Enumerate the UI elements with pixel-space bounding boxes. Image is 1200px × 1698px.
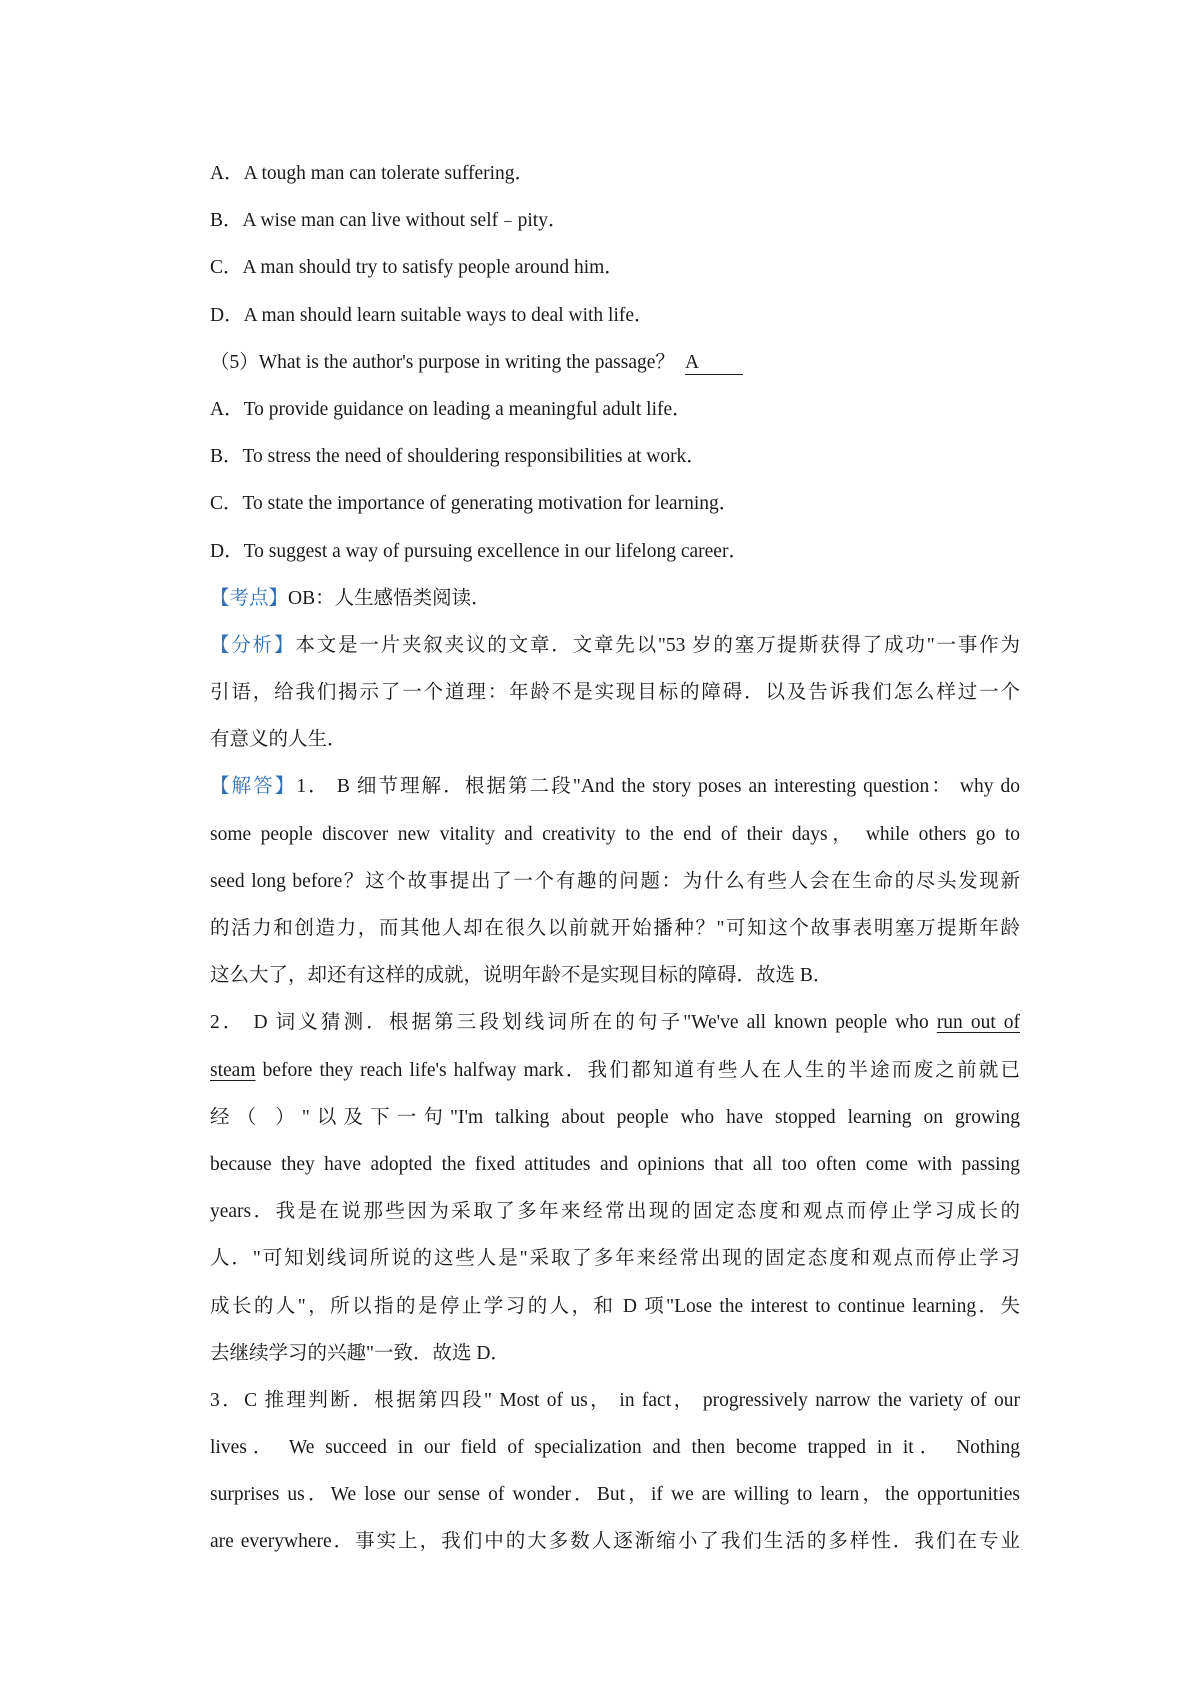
jieda-part1-line-3: seed long before？这个故事提出了一个有趣的问题：为什么有些人会在生命的尽头发现新	[210, 870, 1020, 892]
q5-option-a: A．To provide guidance on leading a meaningful adult life．	[210, 398, 692, 420]
jieda-part3-line-4: are everywhere．事实上，我们中的大多数人逐渐缩小了我们生活的多样性．我们在专业	[210, 1531, 1020, 1553]
q5-question: （5）What is the author's purpose in writing the passage？	[210, 351, 675, 373]
q5-option-d: D．To suggest a way of pursuing excellence in our lifelong career．	[210, 540, 748, 562]
fenxi-line-2: 引语，给我们揭示了一个道理：年龄不是实现目标的障碍．以及告诉我们怎么样过一个	[210, 682, 1020, 704]
jieda-part2-line-2	[210, 1047, 1020, 1094]
fenxi-tag: 【分析】	[210, 634, 296, 656]
kaodian-text: OB：人生感悟类阅读．	[288, 587, 491, 609]
fenxi-text-1: 本文是一片夹叙夹议的文章．文章先以"53 岁的塞万提斯获得了成功"一事作为	[295, 634, 1020, 656]
q5-answer-blank: A	[685, 352, 743, 375]
q4-option-a: A．A tough man can tolerate suffering．	[210, 163, 535, 184]
q4-option-c: C．A man should try to satisfy people around him．	[210, 257, 624, 279]
document-page	[210, 150, 1020, 1566]
q4-option-b: B．A wise man can live without self﹣pity．	[210, 210, 568, 232]
jieda-part3-line-1: 3．C 推理判断．根据第四段" Most of us， in fact， progressively narrow the variety of our	[210, 1389, 1020, 1411]
jieda-line-1	[210, 763, 1020, 810]
q5-question-line	[210, 339, 1020, 386]
jieda-part1-text-1: 1． B 细节理解．根据第二段"And the story poses an interesting question： why do	[296, 776, 1020, 798]
jieda-part3-line-3: surprises us．We lose our sense of wonder．But，if we are willing to learn，the opportunities	[210, 1484, 1020, 1506]
fenxi-line-1	[210, 622, 1020, 669]
fenxi-line-3: 有意义的人生．	[210, 729, 347, 751]
jieda-part2-text-2: before they reach life's halfway mark．我们都知道有些人在人生的半途而废之前就已	[255, 1059, 1020, 1081]
q5-option-b: B．To stress the need of shouldering responsibilities at work．	[210, 446, 706, 468]
q5-option-c: C．To state the importance of generating motivation for learning．	[210, 493, 739, 515]
jieda-tag: 【解答】	[210, 776, 297, 798]
jieda-part2-line-4: because they have adopted the fixed attitudes and opinions that all too often come with passing	[210, 1153, 1020, 1175]
jieda-part2-line-8: 去继续学习的兴趣"一致．故选 D．	[210, 1342, 510, 1364]
kaodian-tag: 【考点】	[210, 587, 289, 609]
jieda-part2-text-1: 2． D 词义猜测．根据第三段划线词所在的句子"We've all known people who	[210, 1012, 937, 1034]
jieda-part3-line-2: lives． We succeed in our field of specialization and then become trapped in it． Nothing	[210, 1437, 1020, 1459]
jieda-part1-line-4: 的活力和创造力，而其他人却在很久以前就开始播种？"可知这个故事表明塞万提斯年龄	[210, 918, 1020, 939]
jieda-part2-line-7: 成长的人"，所以指的是停止学习的人，和 D 项"Lose the interest to continue learning．失	[210, 1295, 1020, 1317]
jieda-part2-line-3: 经（ ）"以及下一句"I'm talking about people who have stopped learning on growing	[210, 1106, 1020, 1128]
jieda-part2-line-5: years．我是在说那些因为采取了多年来经常出现的固定态度和观点而停止学习成长的	[210, 1201, 1020, 1223]
underlined-phrase-part2: steam	[210, 1059, 256, 1081]
underlined-phrase-part1: run out of	[936, 1012, 1020, 1034]
jieda-part2-line-1	[210, 999, 1020, 1046]
jieda-part1-line-5: 这么大了，却还有这样的成就，说明年龄不是实现目标的障碍．故选 B．	[210, 965, 833, 987]
jieda-part1-line-2: some people discover new vitality and creativity to the end of their days， while others go to	[210, 823, 1020, 845]
q4-option-d: D．A man should learn suitable ways to deal with life．	[210, 304, 654, 326]
kaodian-line	[210, 575, 1020, 622]
jieda-part2-line-6: 人．"可知划线词所说的这些人是"采取了多年来经常出现的固定态度和观点而停止学习	[210, 1248, 1020, 1270]
